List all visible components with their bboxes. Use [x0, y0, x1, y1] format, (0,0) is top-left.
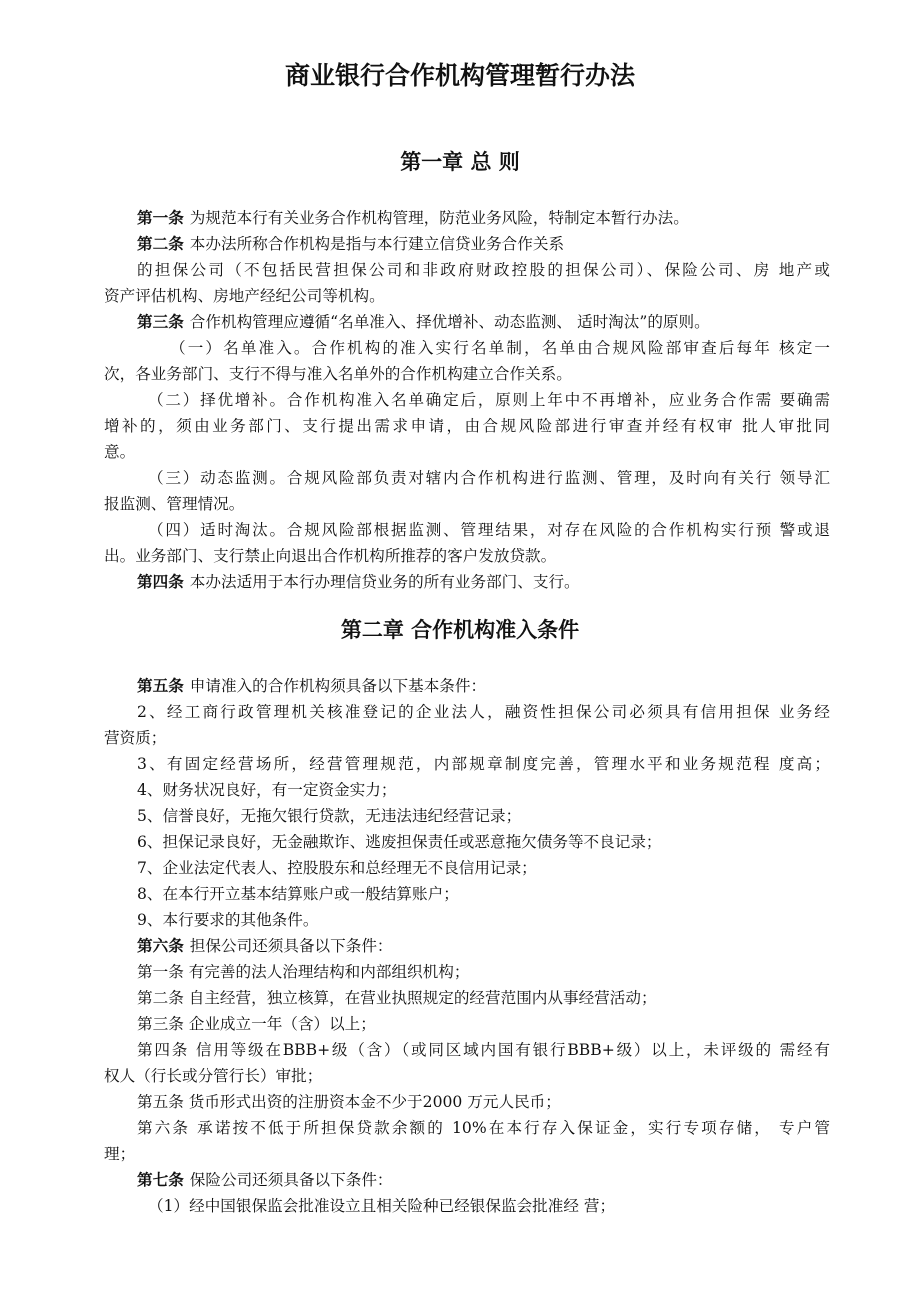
paragraph-line [137, 1092, 561, 1112]
line-text: （二）择优增补。合作机构准入名单确定后，原则上年中不再增补，应业务合作需 要确需 [148, 391, 830, 409]
line-text: 第三条 企业成立一年（含）以上； [137, 1015, 376, 1033]
paragraph-line [104, 728, 166, 748]
line-text: 8、在本行开立基本结算账户或一般结算账户； [137, 885, 459, 903]
line-text: 合作机构管理应遵循“名单准入、择优增补、动态监测、 适时淘汰”的原则。 [189, 313, 710, 331]
paragraph-line [137, 832, 662, 852]
article-number: 第一条 [137, 209, 184, 227]
paragraph-line [104, 1144, 135, 1164]
paragraph-line [148, 468, 830, 488]
paragraph-line [104, 416, 830, 436]
line-text: （1）经中国银保监会批准设立且相关险种已经银保监会批准经 营； [148, 1197, 616, 1215]
chapter-heading-2: 第二章 合作机构准入条件 [340, 618, 580, 642]
line-text: 5、信誉良好，无拖欠银行贷款，无违法违纪经营记录； [137, 807, 522, 825]
line-text: 本办法所称合作机构是指与本行建立信贷业务合作关系 [189, 235, 565, 253]
paragraph-line [137, 988, 657, 1008]
paragraph-line [137, 884, 459, 904]
line-text: 申请准入的合作机构须具备以下基本条件： [189, 677, 487, 695]
line-text: 9、本行要求的其他条件。 [137, 911, 319, 929]
paragraph-line [170, 338, 830, 358]
line-text: 出。业务部门、支行禁止向退出合作机构所推荐的客户发放贷款。 [104, 547, 557, 565]
article-number: 第三条 [137, 313, 184, 331]
line-text: 保险公司还须具备以下条件： [189, 1171, 393, 1189]
line-text: 第二条 自主经营，独立核算，在营业执照规定的经营范围内从事经营活动； [137, 989, 657, 1007]
line-text: 本办法适用于本行办理信贷业务的所有业务部门、支行。 [189, 573, 580, 591]
line-text: 为规范本行有关业务合作机构管理，防范业务风险，特制定本暂行办法。 [189, 209, 689, 227]
paragraph-line [104, 1066, 322, 1086]
paragraph-line [137, 910, 318, 930]
line-text: 次，各业务部门、支行不得与准入名单外的合作机构建立合作关系。 [104, 365, 572, 383]
paragraph-line [137, 312, 710, 332]
paragraph-line [137, 234, 564, 254]
paragraph-line [137, 1014, 376, 1034]
paragraph-line [104, 364, 572, 384]
paragraph-line [104, 286, 385, 306]
paragraph-line [104, 442, 135, 462]
line-text: 3、有固定经营场所，经营管理规范，内部规章制度完善，管理水平和业务规范程 度高； [137, 755, 830, 773]
paragraph-line [137, 780, 396, 800]
line-text: 2、经工商行政管理机关核准登记的企业法人，融资性担保公司必须具有信用担保 业务经 [137, 703, 830, 721]
paragraph-line [137, 208, 689, 228]
paragraph-line [137, 702, 830, 722]
line-text: （三）动态监测。合规风险部负责对辖内合作机构进行监测、管理，及时向有关行 领导汇 [148, 469, 830, 487]
article-number: 第七条 [137, 1171, 184, 1189]
line-text: 权人（行长或分管行长）审批； [104, 1067, 323, 1085]
article-number: 第六条 [137, 937, 184, 955]
paragraph-line [137, 962, 469, 982]
line-text: 营资质； [104, 729, 167, 747]
chapter-heading-1: 第一章 总 则 [400, 150, 520, 174]
line-text: 第一条 有完善的法人治理结构和内部组织机构； [137, 963, 470, 981]
line-text: 6、担保记录良好，无金融欺诈、逃废担保责任或恶意拖欠债务等不良记录； [137, 833, 662, 851]
line-text: 资产评估机构、房地产经纪公司等机构。 [104, 287, 385, 305]
line-text: 7、企业法定代表人、控股股东和总经理无不良信用记录； [137, 859, 537, 877]
paragraph-line [137, 806, 521, 826]
article-number: 第四条 [137, 573, 184, 591]
paragraph-line [148, 390, 830, 410]
line-text: （一）名单准入。合作机构的准入实行名单制，名单由合规风险部审查后每年 核定一 [170, 339, 830, 357]
line-text: 理； [104, 1145, 136, 1163]
document-title: 商业银行合作机构管理暂行办法 [284, 61, 635, 90]
line-text: 意。 [104, 443, 136, 461]
paragraph-line [104, 494, 244, 514]
paragraph-line [137, 260, 830, 280]
line-text: 担保公司还须具备以下条件： [189, 937, 393, 955]
line-text: 第六条 承诺按不低于所担保贷款余额的 10%在本行存入保证金，实行专项存储， 专户管 [137, 1119, 830, 1137]
paragraph-line [137, 858, 537, 878]
line-text: 第四条 信用等级在BBB+级（含）（或同区域内国有银行BBB+级）以上，未评级的 需经有 [137, 1041, 830, 1059]
paragraph-line [137, 754, 830, 774]
paragraph-line [137, 1118, 830, 1138]
line-text: 增补的，须由业务部门、支行提出需求申请，由合规风险部进行审查并经有权审 批人审批同 [104, 417, 830, 435]
line-text: 4、财务状况良好，有一定资金实力； [137, 781, 397, 799]
paragraph-line [148, 1196, 615, 1216]
article-number: 第五条 [137, 677, 184, 695]
line-text: 的担保公司（不包括民营担保公司和非政府财政控股的担保公司）、保险公司、房 地产或 [137, 261, 830, 279]
paragraph-line [137, 572, 580, 592]
paragraph-line [137, 1170, 393, 1190]
paragraph-line [137, 1040, 830, 1060]
paragraph-line [148, 520, 830, 540]
line-text: （四）适时淘汰。合规风险部根据监测、管理结果，对存在风险的合作机构实行预 警或退 [148, 521, 830, 539]
paragraph-line [137, 936, 393, 956]
paragraph-line [104, 546, 556, 566]
paragraph-line [137, 676, 486, 696]
article-number: 第二条 [137, 235, 184, 253]
line-text: 第五条 货币形式出资的注册资本金不少于2000 万元人民币； [137, 1093, 561, 1111]
line-text: 报监测、管理情况。 [104, 495, 245, 513]
